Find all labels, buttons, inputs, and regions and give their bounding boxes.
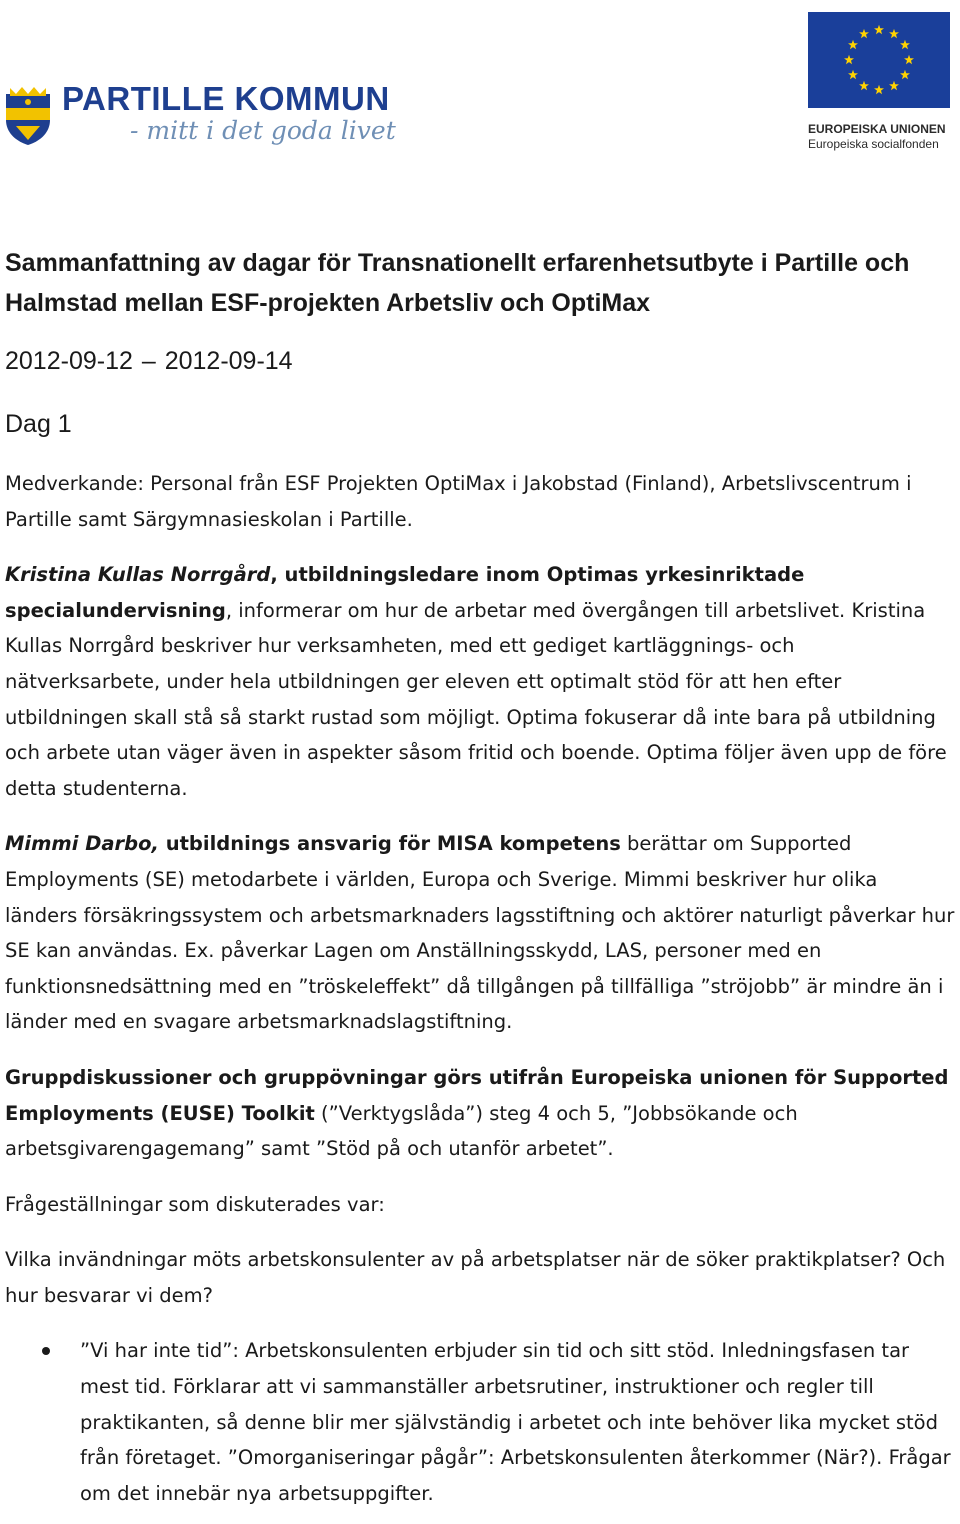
date-to: 2012-09-14 — [164, 347, 293, 375]
kommun-tagline: - mitt i det goda livet — [130, 116, 396, 145]
speaker-name: Kristina Kullas Norrgård — [5, 563, 271, 587]
misa-paragraph — [5, 826, 955, 1040]
document-body — [5, 243, 955, 1511]
list-item-text: ”Vi har inte tid”: Arbetskonsulenten erbjuder sin tid och sitt stöd. Inledningsfasen tar mest tid. Förklarar att vi sammanställer arbetsrutiner, instruktioner och regler till praktikanten, så denne blir mer självständig i arbetet och inte behöver lika mycket stöd från företaget. ”Omorganiseringar pågår”: Arbetskonsulenten återkommer (När?). Frågar om det innebär nya arbetsuppgifter. — [80, 1339, 951, 1505]
eu-fund-name: Europeiska socialfonden — [808, 137, 939, 151]
question-paragraph: Vilka invändningar möts arbetskonsulenter av på arbetsplatser när de söker praktikplatser? Och hur besvarar vi dem? — [5, 1248, 946, 1307]
eu-logo — [808, 12, 954, 151]
day-heading: Dag 1 — [5, 410, 72, 438]
group-discussion-paragraph — [5, 1060, 955, 1167]
speaker-role: utbildnings ansvarig för MISA kompetens — [158, 832, 621, 856]
eu-name: EUROPEISKA UNIONEN — [808, 122, 946, 136]
paragraph-text: (”Verktygslåda”) steg 4 och 5, ”Jobbsökande och arbetsgivarengagemang” samt ”Stöd på och utanför arbetet”. — [5, 1101, 798, 1161]
partille-kommun-logo — [4, 78, 396, 158]
paragraph-text: , informerar om hur de arbetar med övergången till arbetslivet. Kristina Kullas Norrgård beskriver hur verksamheten, med ett gediget kartläggnings- och nätverksarbete, under hela utbildningen ger eleven ett optimalt stöd för att hen efter utbildningen skall stå så starkt rustad som möjligt. Optima fokuserar då inte bara på utbildning och arbete utan väger även in aspekter såsom fritid och boende. Optima följer även upp de före detta studenterna. — [5, 598, 947, 800]
date-from: 2012-09-12 — [5, 347, 133, 375]
eu-flag-icon — [808, 12, 950, 108]
document-title: Sammanfattning av dagar för Transnationellt erfarenhetsutbyte i Partille och Halmstad mellan ESF-projekten Arbetsliv och OptiMax — [5, 249, 910, 317]
date-range — [5, 341, 955, 381]
partille-crest-icon — [4, 86, 52, 146]
participants-paragraph: Medverkande: Personal från ESF Projekten OptiMax i Jakobstad (Finland), Arbetslivscentrum i Partille samt Särgymnasieskolan i Partille. — [5, 472, 912, 531]
speaker-name: Mimmi Darbo, — [5, 832, 159, 856]
answer-list — [5, 1333, 955, 1511]
speaker-role: , utbildningsledare inom Optimas yrkesinriktade specialundervisning — [5, 563, 805, 622]
list-item — [5, 1333, 955, 1511]
bullet-icon — [42, 1347, 50, 1355]
questions-intro: Frågeställningar som diskuterades var: — [5, 1192, 385, 1216]
paragraph-text: berättar om Supported Employments (SE) metodarbete i världen, Europa och Sverige. Mimmi beskriver hur olika länders försäkringssystem och arbetsmarknaders lagsstiftning och aktörer naturligt påverkar hur SE kan användas. Ex. påverkar Lagen om Anställningsskydd, LAS, personer med en funktionsnedsättning med en ”tröskeleffekt” då tillgången på tillfälliga ”ströjobb” är mindre än i länder med en svagare arbetsmarknadslagstiftning. — [5, 832, 955, 1034]
kommun-name: PARTILLE KOMMUN — [62, 80, 390, 117]
date-separator: – — [141, 347, 156, 375]
optima-paragraph — [5, 557, 955, 806]
bold-lead: Gruppdiskussioner och gruppövningar görs utifrån Europeiska unionen för Supported Employments (EUSE) Toolkit — [5, 1065, 949, 1125]
